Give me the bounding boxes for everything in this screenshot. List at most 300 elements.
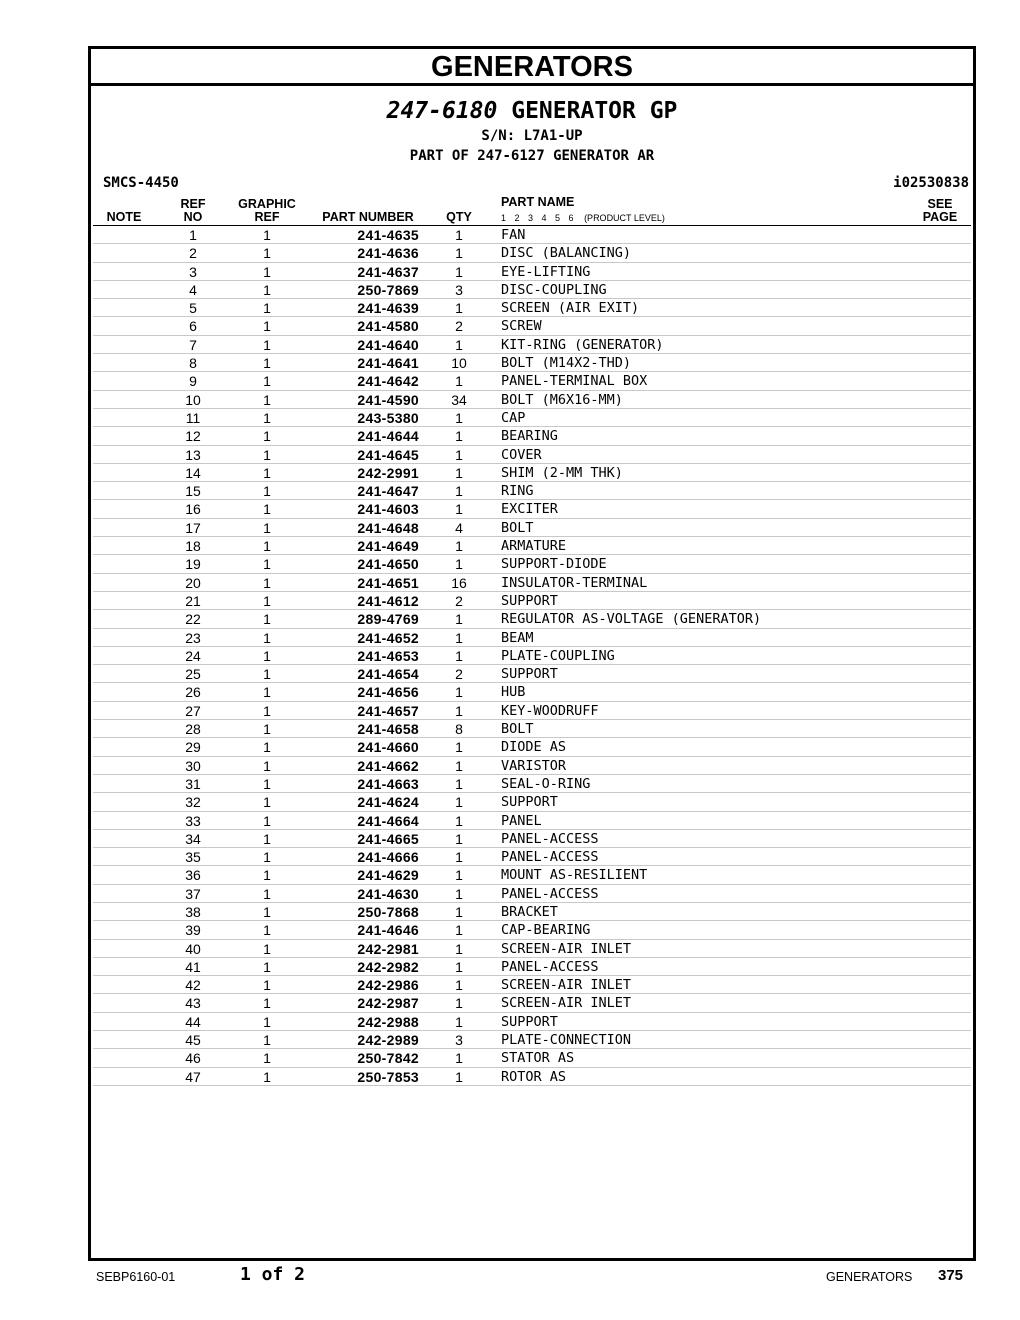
part-name: REGULATOR AS-VOLTAGE (GENERATOR) [501,611,762,628]
ref-number: 24 [185,647,201,664]
ref-number: 22 [185,611,201,628]
graphic-ref: 1 [263,227,271,243]
graphic-ref: 1 [263,922,271,939]
table-row [93,409,971,427]
part-number: 241-4652 [357,629,419,646]
ref-number: 33 [185,812,201,829]
part-name: STATOR AS [501,1050,575,1067]
graphic-ref: 1 [263,849,271,866]
graphic-ref: 1 [263,428,271,445]
ref-number: 26 [185,684,201,701]
quantity: 1 [455,885,463,902]
ref-number: 47 [185,1068,201,1085]
part-number: 241-4590 [357,391,419,408]
part-name: EYE-LIFTING [501,263,591,280]
part-name: MOUNT AS-RESILIENT [501,867,648,884]
table-row [93,994,971,1012]
quantity: 1 [455,263,463,280]
ref-number: 17 [185,519,201,536]
ref-number: 37 [185,885,201,902]
serial-number: S/N: L7A1-UP [481,128,583,144]
table-row [93,812,971,830]
graphic-ref: 1 [263,666,271,683]
graphic-ref: 1 [263,739,271,756]
table-row [93,1068,971,1086]
table-row [93,720,971,738]
part-number: 241-4651 [357,574,419,591]
part-number: 250-7842 [357,1050,419,1067]
table-row [93,976,971,994]
quantity: 1 [455,556,463,573]
table-row [93,482,971,500]
table-row [93,281,971,299]
part-number: 241-4612 [357,592,419,609]
table-row [93,263,971,281]
part-name: SCREEN (AIR EXIT) [501,300,640,317]
part-of-line: PART OF 247-6127 GENERATOR AR [409,148,655,164]
part-number: 242-2981 [357,940,419,957]
info-id: i02530838 [893,175,969,191]
table-row [93,610,971,628]
part-name: CAP [501,409,526,426]
table-row [93,446,971,464]
group-number: 247-6180 [386,98,498,124]
quantity: 1 [455,977,463,994]
header-no: NO [183,210,203,224]
graphic-ref: 1 [263,245,271,262]
table-row [93,354,971,372]
table-row [93,647,971,665]
graphic-ref: 1 [263,885,271,902]
part-number: 241-4649 [357,538,419,555]
part-name: COVER [501,446,542,463]
graphic-ref: 1 [263,757,271,774]
header-note: NOTE [106,210,142,224]
part-name: INSULATOR-TERMINAL [501,574,648,591]
ref-number: 7 [189,336,197,353]
part-name: BOLT (M14X2-THD) [501,355,632,372]
header-graphic: GRAPHIC [238,197,296,211]
part-number: 241-4653 [357,647,419,664]
quantity: 1 [455,739,463,756]
ref-number: 32 [185,794,201,811]
table-row [93,574,971,592]
quantity: 34 [451,391,467,408]
part-number: 241-4646 [357,922,419,939]
part-number: 241-4645 [357,446,419,463]
table-row [93,464,971,482]
ref-number: 14 [185,464,201,481]
quantity: 1 [455,483,463,500]
graphic-ref: 1 [263,355,271,372]
part-name: SEAL-O-RING [501,775,591,792]
table-row [93,830,971,848]
part-number: 241-4637 [357,263,419,280]
part-number: 241-4657 [357,702,419,719]
part-number: 241-4641 [357,355,419,372]
part-number: 241-4665 [357,830,419,847]
parts-page-frame [88,46,976,1261]
part-name: PLATE-COUPLING [501,647,615,664]
graphic-ref: 1 [263,794,271,811]
table-row [93,793,971,811]
graphic-ref: 1 [263,702,271,719]
graphic-ref: 1 [263,318,271,335]
graphic-ref: 1 [263,958,271,975]
part-name: FAN [501,227,526,243]
graphic-ref: 1 [263,684,271,701]
quantity: 1 [455,702,463,719]
ref-number: 40 [185,940,201,957]
ref-number: 10 [185,391,201,408]
ref-number: 46 [185,1050,201,1067]
ref-number: 3 [189,263,197,280]
part-number: 250-7869 [357,281,419,298]
quantity: 1 [455,757,463,774]
table-row [93,555,971,573]
quantity: 1 [455,922,463,939]
ref-number: 43 [185,995,201,1012]
table-row [93,1013,971,1031]
ref-number: 39 [185,922,201,939]
ref-number: 34 [185,830,201,847]
part-name: PANEL-ACCESS [501,958,599,975]
part-name: KIT-RING (GENERATOR) [501,336,664,353]
quantity: 1 [455,501,463,518]
table-row [93,537,971,555]
part-name: KEY-WOODRUFF [501,702,599,719]
ref-number: 5 [189,300,197,317]
part-number: 242-2986 [357,977,419,994]
part-name: VARISTOR [501,757,567,774]
part-number: 241-4640 [357,336,419,353]
part-number: 241-4662 [357,757,419,774]
ref-number: 30 [185,757,201,774]
graphic-ref: 1 [263,647,271,664]
quantity: 8 [455,721,463,738]
ref-number: 21 [185,592,201,609]
part-name: SUPPORT [501,1013,558,1030]
part-number: 241-4658 [357,721,419,738]
ref-number: 36 [185,867,201,884]
part-number: 241-4630 [357,885,419,902]
quantity: 10 [451,355,467,372]
ref-number: 12 [185,428,201,445]
part-name: PLATE-CONNECTION [501,1032,632,1049]
part-number: 241-4648 [357,519,419,536]
ref-number: 42 [185,977,201,994]
footer-section-name: GENERATORS [826,1270,913,1284]
part-name: HUB [501,684,526,701]
part-number: 242-2988 [357,1013,419,1030]
table-row [93,921,971,939]
part-number: 241-4635 [357,227,419,243]
graphic-ref: 1 [263,995,271,1012]
header-page: PAGE [922,210,958,224]
quantity: 1 [455,446,463,463]
part-name: ROTOR AS [501,1068,567,1085]
part-name: RING [501,483,534,500]
part-number: 241-4603 [357,501,419,518]
section-title: GENERATORS [91,49,973,86]
part-name: BOLT (M6X16-MM) [501,391,623,408]
part-name: CAP-BEARING [501,922,591,939]
ref-number: 20 [185,574,201,591]
part-number: 241-4656 [357,684,419,701]
part-number: 241-4639 [357,300,419,317]
graphic-ref: 1 [263,336,271,353]
ref-number: 13 [185,446,201,463]
page-footer [0,1262,1020,1292]
quantity: 1 [455,409,463,426]
quantity: 1 [455,373,463,390]
quantity: 1 [455,227,463,243]
part-name: BRACKET [501,903,558,920]
quantity: 3 [455,281,463,298]
smcs-code: SMCS-4450 [103,175,179,191]
part-name: DISC-COUPLING [501,281,607,298]
header-see: SEE [927,197,953,211]
part-name: PANEL-TERMINAL BOX [501,373,648,390]
part-name: PANEL-ACCESS [501,885,599,902]
quantity: 2 [455,592,463,609]
graphic-ref: 1 [263,629,271,646]
graphic-ref: 1 [263,519,271,536]
part-name: SCREEN-AIR INLET [501,977,632,994]
part-number: 250-7868 [357,903,419,920]
column-header [93,196,971,226]
table-row [93,958,971,976]
page-number: 375 [938,1267,964,1284]
ref-number: 41 [185,958,201,975]
table-row [93,336,971,354]
header-graphic-ref: REF [254,210,280,224]
ref-number: 2 [189,245,197,262]
table-row [93,629,971,647]
ref-number: 4 [189,281,197,298]
graphic-ref: 1 [263,373,271,390]
part-name: ARMATURE [501,538,567,555]
ref-number: 18 [185,538,201,555]
quantity: 4 [455,519,463,536]
quantity: 1 [455,336,463,353]
table-row [93,500,971,518]
part-number: 241-4624 [357,794,419,811]
graphic-ref: 1 [263,483,271,500]
part-number: 242-2982 [357,958,419,975]
quantity: 1 [455,995,463,1012]
graphic-ref: 1 [263,1032,271,1049]
header-product-levels [501,212,665,225]
graphic-ref: 1 [263,812,271,829]
graphic-ref: 1 [263,611,271,628]
table-row [93,757,971,775]
ref-number: 31 [185,775,201,792]
ref-number: 27 [185,702,201,719]
graphic-ref: 1 [263,446,271,463]
ref-number: 25 [185,666,201,683]
table-row [93,665,971,683]
graphic-ref: 1 [263,1050,271,1067]
part-name: SCREEN-AIR INLET [501,995,632,1012]
ref-number: 45 [185,1032,201,1049]
ref-number: 19 [185,556,201,573]
quantity: 16 [451,574,467,591]
ref-number: 9 [189,373,197,390]
quantity: 1 [455,1013,463,1030]
graphic-ref: 1 [263,775,271,792]
document-id: SEBP6160-01 [96,1270,176,1284]
part-number: 242-2991 [357,464,419,481]
part-number: 241-4663 [357,775,419,792]
part-number: 241-4650 [357,556,419,573]
table-row [93,683,971,701]
table-row [93,848,971,866]
part-name: EXCITER [501,501,558,518]
ref-number: 28 [185,721,201,738]
table-row [93,702,971,720]
graphic-ref: 1 [263,867,271,884]
part-name: SUPPORT [501,794,558,811]
graphic-ref: 1 [263,464,271,481]
quantity: 1 [455,1050,463,1067]
part-number: 241-4644 [357,428,419,445]
header-part-name: PART NAME [501,195,575,209]
graphic-ref: 1 [263,721,271,738]
quantity: 1 [455,958,463,975]
part-number: 241-4664 [357,812,419,829]
part-number: 241-4636 [357,245,419,262]
table-row [93,866,971,884]
graphic-ref: 1 [263,409,271,426]
part-name: SHIM (2-MM THK) [501,464,623,481]
graphic-ref: 1 [263,1013,271,1030]
part-number: 242-2989 [357,1032,419,1049]
quantity: 1 [455,611,463,628]
part-number: 242-2987 [357,995,419,1012]
graphic-ref: 1 [263,300,271,317]
ref-number: 8 [189,355,197,372]
part-number: 241-4580 [357,318,419,335]
part-name: BOLT [501,721,534,738]
ref-number: 35 [185,849,201,866]
quantity: 1 [455,300,463,317]
graphic-ref: 1 [263,538,271,555]
part-name: PANEL-ACCESS [501,830,599,847]
ref-number: 6 [189,318,197,335]
part-number: 241-4660 [357,739,419,756]
product-level-numbers: 1 2 3 4 5 6 [501,213,574,223]
part-number: 243-5380 [357,409,419,426]
table-row [93,372,971,390]
part-name: SUPPORT [501,592,558,609]
table-row [93,1049,971,1067]
quantity: 3 [455,1032,463,1049]
ref-number: 44 [185,1013,201,1030]
table-row [93,299,971,317]
part-number: 241-4666 [357,849,419,866]
part-number: 241-4642 [357,373,419,390]
table-row [93,226,971,244]
part-name: SCREW [501,318,542,335]
header-part-number: PART NUMBER [322,210,414,224]
part-name: PANEL-ACCESS [501,849,599,866]
ref-number: 11 [185,409,201,426]
part-name: BEAM [501,629,534,646]
part-name: SUPPORT-DIODE [501,556,607,573]
quantity: 1 [455,538,463,555]
quantity: 1 [455,812,463,829]
part-name: DISC (BALANCING) [501,245,632,262]
graphic-ref: 1 [263,263,271,280]
graphic-ref: 1 [263,940,271,957]
graphic-ref: 1 [263,391,271,408]
quantity: 1 [455,428,463,445]
quantity: 1 [455,1068,463,1085]
group-name: GENERATOR GP [511,98,678,124]
ref-number: 1 [189,227,197,243]
graphic-ref: 1 [263,501,271,518]
part-name: BEARING [501,428,558,445]
table-row [93,244,971,262]
quantity: 1 [455,629,463,646]
table-row [93,317,971,335]
page-of-indicator: 1 of 2 [240,1264,306,1285]
product-level-label: (PRODUCT LEVEL) [584,213,665,223]
part-name: SUPPORT [501,666,558,683]
quantity: 1 [455,647,463,664]
part-name: SCREEN-AIR INLET [501,940,632,957]
quantity: 1 [455,830,463,847]
quantity: 1 [455,775,463,792]
parts-list [93,226,971,1086]
graphic-ref: 1 [263,830,271,847]
table-row [93,940,971,958]
table-row [93,903,971,921]
part-name: PANEL [501,812,542,829]
quantity: 1 [455,849,463,866]
graphic-ref: 1 [263,592,271,609]
table-row [93,391,971,409]
quantity: 1 [455,684,463,701]
part-name: DIODE AS [501,739,567,756]
quantity: 1 [455,464,463,481]
quantity: 2 [455,318,463,335]
table-row [93,1031,971,1049]
part-number: 250-7853 [357,1068,419,1085]
part-number: 241-4647 [357,483,419,500]
table-row [93,592,971,610]
part-number: 241-4654 [357,666,419,683]
graphic-ref: 1 [263,574,271,591]
graphic-ref: 1 [263,1068,271,1085]
header-ref: REF [180,197,206,211]
graphic-ref: 1 [263,903,271,920]
part-name: BOLT [501,519,534,536]
quantity: 1 [455,940,463,957]
graphic-ref: 1 [263,977,271,994]
ref-number: 23 [185,629,201,646]
table-row [93,775,971,793]
table-row [93,427,971,445]
ref-number: 16 [185,501,201,518]
table-row [93,519,971,537]
smcs-row [91,172,973,194]
quantity: 1 [455,867,463,884]
quantity: 1 [455,794,463,811]
group-title [91,96,973,126]
graphic-ref: 1 [263,281,271,298]
